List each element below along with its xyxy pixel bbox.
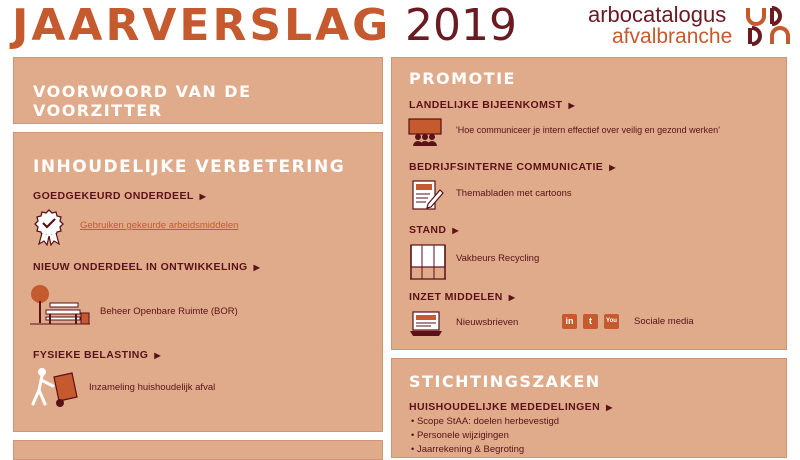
goedgekeurd-heading-label: GOEDGEKEURD ONDERDEEL [33, 190, 194, 202]
arrow-right-icon: ▶ [452, 226, 459, 235]
header [0, 0, 800, 52]
fysiek-item-text: Inzameling huishoudelijk afval [89, 382, 216, 393]
arrow-right-icon: ▶ [568, 101, 576, 110]
arrow-right-icon: ▶ [199, 192, 207, 201]
stand-heading-label: STAND [409, 224, 447, 236]
linkedin-icon[interactable]: in [562, 314, 577, 329]
bedrijf-item-text: Themabladen met cartoons [456, 188, 572, 199]
report-year: 2019 [405, 0, 517, 51]
voorwoord-title: VOORWOORD VAN DE VOORZITTER [33, 82, 252, 120]
landelijk-heading[interactable] [409, 99, 575, 111]
bedrijf-heading[interactable] [409, 161, 616, 173]
promotie-title: PROMOTIE [409, 69, 516, 88]
list-item: • Jaarrekening & Begroting [411, 444, 525, 455]
next-panel [13, 440, 383, 460]
landelijk-heading-label: LANDELIJKE BIJEENKOMST [409, 99, 563, 111]
list-item: • Personele wijzigingen [411, 430, 509, 441]
inzet-item2-text: Sociale media [634, 316, 694, 327]
list-item: • Scope StAA: doelen herbevestigd [411, 416, 560, 427]
stichting-heading[interactable] [409, 401, 613, 413]
laptop-icon [409, 311, 443, 337]
stichting-title: STICHTINGSZAKEN [409, 372, 601, 391]
stichting-list [411, 415, 559, 457]
brand-name: arbocatalogus [588, 2, 727, 27]
landelijk-item-text: 'Hoe communiceer je intern effectief over veilig en gezond werken' [456, 125, 720, 135]
arrow-right-icon: ▶ [154, 351, 161, 360]
fysiek-heading[interactable] [33, 349, 161, 361]
stand-heading[interactable] [409, 224, 459, 236]
report-title: JAARVERSLAG [12, 0, 392, 51]
inzet-heading[interactable] [409, 291, 515, 303]
voorwoord-panel[interactable] [13, 57, 383, 124]
waste-bin-worker-icon [30, 367, 80, 409]
youtube-icon[interactable]: You [604, 314, 619, 329]
award-badge-icon [34, 208, 64, 246]
bedrijf-heading-label: BEDRIJFSINTERNE COMMUNICATIE [409, 161, 604, 173]
fysiek-heading-label: FYSIEKE BELASTING [33, 349, 149, 361]
presentation-icon [408, 118, 442, 146]
stichting-panel [391, 358, 787, 458]
stand-item-text: Vakbeurs Recycling [456, 253, 540, 264]
goedgekeurd-heading[interactable] [33, 190, 206, 202]
arrow-right-icon: ▶ [508, 293, 516, 302]
goedgekeurd-item-link[interactable]: Gebruiken gekeurde arbeidsmiddelen [80, 220, 239, 231]
nieuw-heading-label: NIEUW ONDERDEEL IN ONTWIKKELING [33, 261, 248, 273]
arrow-right-icon: ▶ [253, 263, 261, 272]
inzet-heading-label: INZET MIDDELEN [409, 291, 503, 303]
stichting-heading-label: HUISHOUDELIJKE MEDEDELINGEN [409, 401, 601, 413]
inhoudelijk-panel [13, 132, 383, 432]
brand-subtitle: afvalbranche [612, 25, 733, 48]
nieuw-heading[interactable] [33, 261, 260, 273]
inhoudelijk-title: INHOUDELIJKE VERBETERING [33, 157, 346, 177]
inzet-item1-text: Nieuwsbrieven [456, 317, 519, 328]
booth-icon [410, 242, 446, 280]
document-pen-icon [412, 180, 444, 212]
nieuw-item-text: Beheer Openbare Ruimte (BOR) [100, 306, 238, 317]
twitter-icon[interactable]: t [583, 314, 598, 329]
park-icon [30, 283, 90, 325]
arrow-right-icon: ▶ [609, 163, 616, 172]
promotie-panel [391, 57, 787, 350]
arrow-right-icon: ▶ [606, 403, 613, 412]
brand-logo-icon [746, 6, 790, 46]
